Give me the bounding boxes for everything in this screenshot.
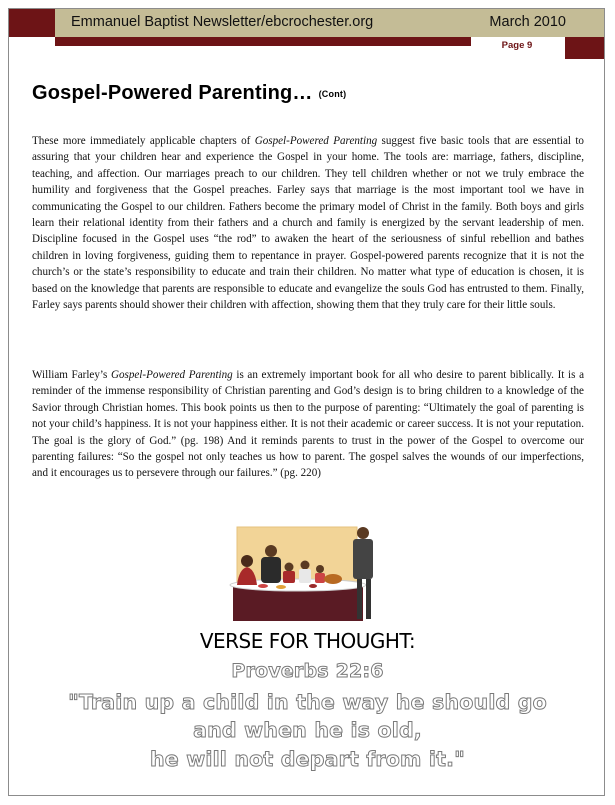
verse-line-3: he will not depart from it." (149, 747, 466, 771)
article-paragraph-1: These more immediately applicable chapters of Gospel-Powered Parenting suggest five basic tools that are essential to assuring that your children hear and experience the Gospel in your home. The tools are: marriage, fathers, discipline, teaching, and affection. Our marriages preach to our children. They tell children whether or not we truly embrace the humility and forgiveness that the Gospel preaches. Farley says that marriage is the most important tool we have in communicating the Gospel to our children. Fathers become the primary model of Christ in the family. Both boys and girls learn their relational identity from their fathers and a church and family is energized by the servant leadership of men. Discipline focused in the Gospel uses “the rod” to awaken the heart of the seriousness of sinful rebellion and bathes children in loving forgiveness, guiding them to repentance in prayer. Gospel-powered parents recognize that it is not the church’s or the state’s responsibility to educate and train their children. No matter what type of education is chosen, it is based on the knowledge that parents are responsible to educate and evangelize the souls God has entrusted to them. Finally, Farley says parents should shower their children with affection, showing them that they truly care for their little souls. (32, 135, 584, 312)
header-accent-right (565, 37, 604, 59)
verse-reference: Proverbs 22:6 (231, 660, 384, 682)
newsletter-title: Emmanuel Baptist Newsletter/ebcrochester.org (71, 14, 374, 30)
header-divider-bar (55, 37, 471, 46)
article-title (32, 82, 346, 105)
verse-line-2: and when he is old, (193, 718, 422, 742)
issue-date: March 2010 (489, 14, 566, 30)
header-accent-left (9, 9, 55, 37)
verse-line-1: "Train up a child in the way he should go (68, 690, 547, 714)
article-title-text: Gospel-Powered Parenting… (32, 82, 313, 104)
page-number: Page 9 (501, 40, 533, 51)
verse-heading: VERSE FOR THOUGHT: (199, 629, 416, 653)
newsletter-page (8, 8, 605, 796)
article-title-cont: (Cont) (318, 89, 347, 99)
article-paragraph-2: William Farley’s Gospel-Powered Parenting is an extremely important book for all who desire to parent biblically. It is a reminder of the immense responsibility of Christian parenting and God’s design is to bring children to a knowledge of the Savior through Christian homes. This book points us then to the purpose of parenting: “Ultimately the goal of parenting is not your child’s happiness. It is not your happiness either. It is not their academic or career success. It is not your reputation. The goal is the glory of God.” (pg. 198) And it reminds parents to trust in the power of the Gospel to overcome our parenting failures: “So the gospel not only teaches us how to parent. The gospel salves the wounds of our imperfections, and it encourages us to persevere through our failures.” (pg. 220) (32, 369, 584, 480)
family-dinner-illustration (223, 523, 391, 625)
book-title: Gospel-Powered Parenting (110, 369, 233, 381)
book-title: Gospel-Powered Parenting (254, 135, 378, 147)
header-band (9, 9, 604, 37)
